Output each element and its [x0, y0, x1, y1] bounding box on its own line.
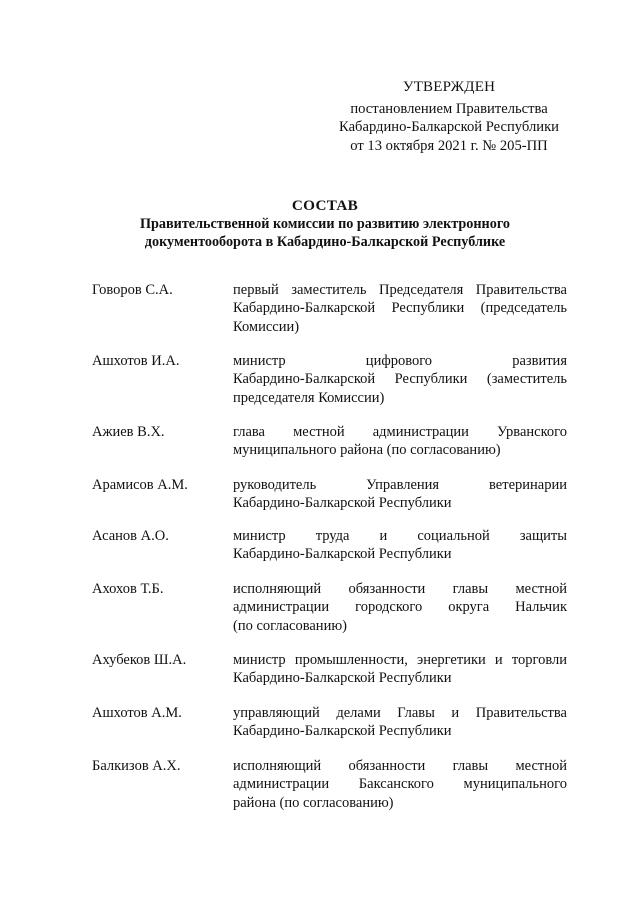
member-position	[233, 281, 567, 336]
approval-title: УТВЕРЖДЕН	[402, 79, 496, 95]
member-position	[233, 757, 567, 812]
member-name: Ажиев В.Х.	[92, 424, 165, 440]
member-name: Ашхотов И.А.	[92, 353, 180, 369]
member-name: Ашхотов А.М.	[92, 705, 182, 721]
member-row	[92, 423, 567, 460]
member-row	[92, 651, 567, 688]
member-position-line: Комиссии)	[233, 318, 300, 335]
member-row	[92, 281, 567, 336]
member-position-line: района (по согласованию)	[233, 794, 394, 811]
member-row	[92, 580, 567, 635]
member-position-line: руководитель Управления ветеринарии	[233, 477, 567, 493]
document-title: СОСТАВ	[291, 197, 359, 214]
document-subtitle-line-2: документооборота в Кабардино-Балкарской Республике	[144, 234, 506, 250]
member-name: Ахубеков Ш.А.	[92, 652, 187, 668]
member-position-line: Кабардино-Балкарской Республики (председатель	[233, 300, 567, 317]
member-position-line: (по согласованию)	[233, 617, 347, 634]
member-row	[92, 757, 567, 812]
member-position-line: министр промышленности, энергетики и торговли	[233, 652, 567, 668]
member-position-line: Кабардино-Балкарской Республики	[233, 495, 452, 512]
member-name: Асанов А.О.	[92, 528, 169, 544]
member-position-line: исполняющий обязанности главы местной	[233, 581, 567, 597]
member-position-line: первый заместитель Председателя Правительства	[233, 282, 567, 298]
member-name: Арамисов А.М.	[92, 477, 188, 493]
member-position	[233, 580, 567, 635]
member-row	[92, 704, 567, 741]
member-position-line: министр труда и социальной защиты	[233, 528, 567, 544]
member-position-line: администрации Баксанского муниципального	[233, 776, 567, 793]
member-position-line: министр цифрового развития	[233, 353, 567, 369]
member-position-line: председателя Комиссии)	[233, 389, 385, 406]
member-name: Говоров С.А.	[92, 282, 173, 298]
member-position-line: исполняющий обязанности главы местной	[233, 758, 567, 774]
approval-stamp	[318, 78, 580, 155]
member-position	[233, 527, 567, 564]
member-position-line: Кабардино-Балкарской Республики	[233, 546, 452, 563]
member-name: Ахохов Т.Б.	[92, 581, 164, 597]
member-row	[92, 527, 567, 564]
member-position-line: муниципального района (по согласованию)	[233, 442, 501, 459]
member-position-line: глава местной администрации Урванского	[233, 424, 567, 440]
approval-line-3: от 13 октября 2021 г. № 205-ПП	[350, 137, 548, 154]
member-name: Балкизов А.Х.	[92, 758, 181, 774]
member-row	[92, 476, 567, 513]
member-position	[233, 476, 567, 513]
member-row	[92, 352, 567, 407]
member-position	[233, 423, 567, 460]
member-position	[233, 651, 567, 688]
member-position-line: управляющий делами Главы и Правительства	[233, 705, 567, 721]
member-position-line: Кабардино-Балкарской Республики (заместитель	[233, 371, 567, 388]
member-position-line: Кабардино-Балкарской Республики	[233, 670, 452, 687]
member-position	[233, 704, 567, 741]
document-heading	[60, 196, 590, 251]
approval-line-2: Кабардино-Балкарской Республики	[339, 119, 559, 135]
document-subtitle-line-1: Правительственной комиссии по развитию электронного	[139, 216, 511, 232]
member-position-line: Кабардино-Балкарской Республики	[233, 723, 452, 740]
approval-line-1: постановлением Правительства	[350, 100, 548, 117]
member-position-line: администрации городского округа Нальчик	[233, 599, 567, 616]
member-position	[233, 352, 567, 407]
